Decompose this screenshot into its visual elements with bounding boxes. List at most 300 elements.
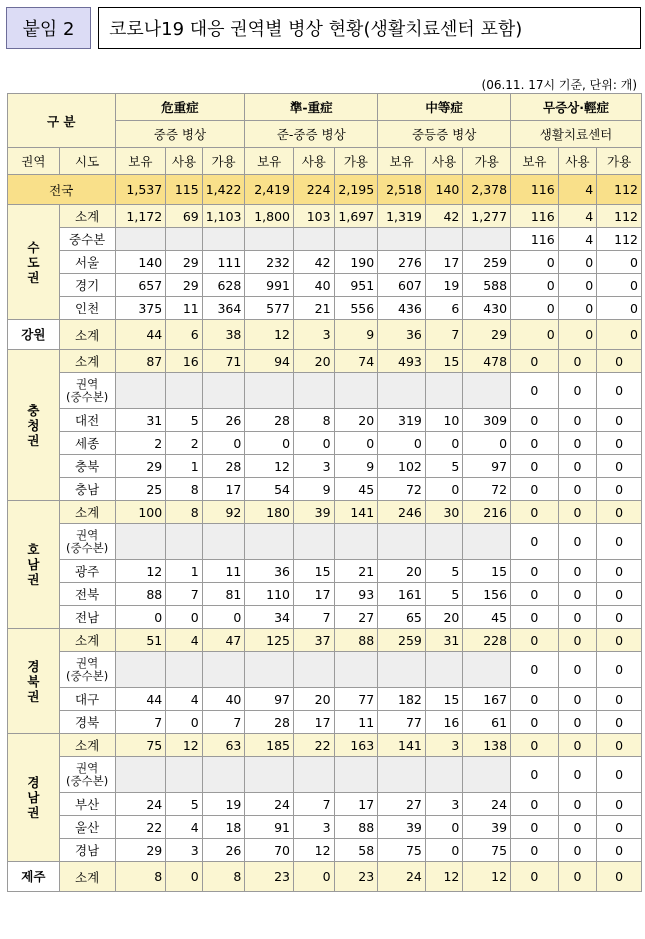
table-cell: 12: [115, 560, 166, 583]
table-cell: [202, 652, 245, 688]
table-cell: 364: [202, 297, 245, 320]
table-cell: 0: [511, 524, 559, 560]
table-cell: [202, 757, 245, 793]
table-cell: [463, 524, 511, 560]
sido-column-header: 시도: [59, 148, 115, 175]
table-row: [8, 455, 642, 478]
table-cell: 246: [378, 501, 426, 524]
table-cell: 607: [378, 274, 426, 297]
col-header: 보유: [511, 148, 559, 175]
table-cell: [245, 524, 294, 560]
table-cell: 19: [202, 793, 245, 816]
sido-label: 서울: [59, 251, 115, 274]
category-subheader: 중등증 병상: [378, 121, 511, 148]
table-cell: 0: [597, 711, 642, 734]
table-cell: 0: [558, 409, 597, 432]
table-cell: 2,378: [463, 175, 511, 205]
table-cell: [334, 228, 378, 251]
table-cell: 110: [245, 583, 294, 606]
region-column-header: 권역: [8, 148, 60, 175]
table-cell: 1,422: [202, 175, 245, 205]
category-header: 中等症: [378, 94, 511, 121]
table-cell: 15: [294, 560, 335, 583]
table-cell: 0: [597, 350, 642, 373]
table-cell: 7: [166, 583, 203, 606]
table-cell: 100: [115, 501, 166, 524]
region-label: 제주: [8, 862, 60, 892]
table-cell: 24: [115, 793, 166, 816]
table-cell: 5: [166, 793, 203, 816]
table-row: [8, 606, 642, 629]
table-cell: 116: [511, 175, 559, 205]
table-cell: 0: [425, 432, 463, 455]
document-title: 코로나19 대응 권역별 병상 현황(생활치료센터 포함): [98, 7, 641, 49]
table-cell: 1,800: [245, 205, 294, 228]
col-header: 가용: [463, 148, 511, 175]
table-cell: 16: [166, 350, 203, 373]
table-cell: 112: [597, 228, 642, 251]
table-cell: 102: [378, 455, 426, 478]
table-cell: 5: [425, 560, 463, 583]
table-cell: 11: [202, 560, 245, 583]
sido-label: 권역 (중수본): [59, 652, 115, 688]
table-cell: 30: [425, 501, 463, 524]
table-cell: 28: [245, 711, 294, 734]
table-cell: 91: [245, 816, 294, 839]
table-cell: 0: [558, 320, 597, 350]
table-cell: 224: [294, 175, 335, 205]
table-cell: 8: [166, 501, 203, 524]
table-cell: 991: [245, 274, 294, 297]
col-header: 사용: [166, 148, 203, 175]
table-cell: 36: [245, 560, 294, 583]
reference-note: (06.11. 17시 기준, 단위: 개): [481, 78, 637, 92]
table-cell: 44: [115, 320, 166, 350]
table-cell: 0: [597, 652, 642, 688]
table-cell: 3: [294, 455, 335, 478]
table-cell: 0: [245, 432, 294, 455]
table-row-nation: [8, 175, 642, 205]
table-cell: 0: [558, 560, 597, 583]
table-cell: 61: [463, 711, 511, 734]
table-cell: 16: [425, 711, 463, 734]
table-cell: 0: [558, 478, 597, 501]
table-cell: 6: [425, 297, 463, 320]
table-cell: 190: [334, 251, 378, 274]
table-cell: 0: [597, 478, 642, 501]
sido-label: 소계: [59, 501, 115, 524]
table-cell: 77: [378, 711, 426, 734]
category-header: 準-重症: [245, 94, 378, 121]
col-header: 가용: [202, 148, 245, 175]
bed-status-table: [7, 93, 642, 892]
table-cell: 29: [115, 839, 166, 862]
table-cell: [294, 652, 335, 688]
table-cell: 163: [334, 734, 378, 757]
table-cell: 42: [294, 251, 335, 274]
table-cell: 28: [245, 409, 294, 432]
table-cell: 1,537: [115, 175, 166, 205]
table-cell: 0: [511, 350, 559, 373]
table-cell: 0: [294, 862, 335, 892]
table-cell: 11: [166, 297, 203, 320]
table-cell: 228: [463, 629, 511, 652]
table-cell: 0: [202, 432, 245, 455]
table-cell: 140: [425, 175, 463, 205]
table-row: [8, 432, 642, 455]
table-cell: 0: [511, 478, 559, 501]
table-cell: 0: [511, 757, 559, 793]
sido-label: 중수본: [59, 228, 115, 251]
table-cell: 28: [202, 455, 245, 478]
table-cell: 0: [597, 583, 642, 606]
table-row: [8, 297, 642, 320]
table-cell: [334, 373, 378, 409]
table-cell: 9: [334, 455, 378, 478]
table-cell: 34: [245, 606, 294, 629]
table-cell: 0: [511, 839, 559, 862]
table-cell: 2: [166, 432, 203, 455]
table-cell: 8: [166, 478, 203, 501]
table-cell: [463, 228, 511, 251]
table-row: [8, 373, 642, 409]
table-cell: 259: [463, 251, 511, 274]
table-row: [8, 478, 642, 501]
table-cell: [166, 757, 203, 793]
table-cell: 25: [115, 478, 166, 501]
table-cell: [294, 228, 335, 251]
table-cell: [378, 757, 426, 793]
table-cell: 156: [463, 583, 511, 606]
table-cell: [202, 524, 245, 560]
table-cell: 0: [597, 501, 642, 524]
table-cell: 2,518: [378, 175, 426, 205]
sido-label: 권역 (중수본): [59, 524, 115, 560]
col-header: 사용: [558, 148, 597, 175]
table-cell: [378, 652, 426, 688]
category-subheader: 중증 병상: [115, 121, 245, 148]
table-cell: 22: [294, 734, 335, 757]
table-row: [8, 688, 642, 711]
table-cell: 112: [597, 205, 642, 228]
table-cell: 72: [378, 478, 426, 501]
table-cell: 0: [597, 560, 642, 583]
table-cell: 47: [202, 629, 245, 652]
table-cell: [463, 652, 511, 688]
table-cell: 17: [294, 711, 335, 734]
table-cell: 0: [511, 629, 559, 652]
table-cell: 167: [463, 688, 511, 711]
table-cell: [202, 228, 245, 251]
table-cell: 97: [463, 455, 511, 478]
table-cell: 309: [463, 409, 511, 432]
table-cell: 9: [334, 320, 378, 350]
table-cell: [115, 373, 166, 409]
table-cell: 3: [294, 320, 335, 350]
table-cell: [294, 757, 335, 793]
col-header: 가용: [597, 148, 642, 175]
table-cell: 29: [166, 274, 203, 297]
table-cell: 69: [166, 205, 203, 228]
table-cell: 319: [378, 409, 426, 432]
table-cell: 12: [245, 455, 294, 478]
table-cell: 36: [378, 320, 426, 350]
region-label: 경 북 권: [8, 629, 60, 734]
table-cell: 0: [558, 432, 597, 455]
table-row: [8, 652, 642, 688]
table-cell: [245, 373, 294, 409]
table-cell: 4: [166, 688, 203, 711]
sido-label: 부산: [59, 793, 115, 816]
table-cell: 8: [202, 862, 245, 892]
sido-label: 권역 (중수본): [59, 757, 115, 793]
table-cell: 556: [334, 297, 378, 320]
table-cell: 1,697: [334, 205, 378, 228]
col-header: 보유: [378, 148, 426, 175]
table-cell: 7: [202, 711, 245, 734]
table-cell: 0: [597, 816, 642, 839]
table-cell: 15: [463, 560, 511, 583]
table-cell: 87: [115, 350, 166, 373]
table-cell: 10: [425, 409, 463, 432]
table-cell: 588: [463, 274, 511, 297]
table-cell: 478: [463, 350, 511, 373]
sido-label: 경남: [59, 839, 115, 862]
table-row: [8, 793, 642, 816]
table-cell: 0: [597, 251, 642, 274]
table-cell: 94: [245, 350, 294, 373]
table-cell: 0: [558, 629, 597, 652]
table-cell: 81: [202, 583, 245, 606]
table-cell: 657: [115, 274, 166, 297]
table-cell: 0: [558, 711, 597, 734]
table-row: [8, 228, 642, 251]
table-cell: 430: [463, 297, 511, 320]
table-cell: 5: [425, 583, 463, 606]
table-cell: 74: [334, 350, 378, 373]
table-cell: 3: [294, 816, 335, 839]
table-cell: 0: [597, 373, 642, 409]
table-cell: 8: [115, 862, 166, 892]
table-cell: 4: [558, 205, 597, 228]
table-cell: 0: [558, 373, 597, 409]
table-cell: 75: [463, 839, 511, 862]
table-cell: [378, 373, 426, 409]
table-cell: 23: [334, 862, 378, 892]
table-cell: 38: [202, 320, 245, 350]
sido-label: 경기: [59, 274, 115, 297]
table-cell: 0: [558, 652, 597, 688]
table-cell: 37: [294, 629, 335, 652]
table-cell: 375: [115, 297, 166, 320]
table-cell: [245, 757, 294, 793]
table-cell: [463, 373, 511, 409]
table-cell: [425, 228, 463, 251]
table-cell: 18: [202, 816, 245, 839]
table-cell: 0: [597, 839, 642, 862]
table-cell: [425, 373, 463, 409]
table-cell: [425, 524, 463, 560]
table-cell: 40: [202, 688, 245, 711]
table-cell: 951: [334, 274, 378, 297]
table-cell: 0: [597, 629, 642, 652]
table-cell: 54: [245, 478, 294, 501]
table-cell: 24: [463, 793, 511, 816]
table-cell: 63: [202, 734, 245, 757]
table-row: [8, 274, 642, 297]
table-cell: [115, 652, 166, 688]
table-cell: 4: [558, 175, 597, 205]
table-cell: 0: [597, 432, 642, 455]
table-row: [8, 320, 642, 350]
table-row: [8, 350, 642, 373]
table-cell: 45: [463, 606, 511, 629]
table-cell: 0: [166, 711, 203, 734]
table-cell: [166, 652, 203, 688]
region-label: 호 남 권: [8, 501, 60, 629]
table-cell: 31: [425, 629, 463, 652]
table-cell: [378, 524, 426, 560]
table-cell: 0: [378, 432, 426, 455]
table-cell: 0: [558, 816, 597, 839]
table-cell: 0: [511, 432, 559, 455]
table-cell: 0: [558, 274, 597, 297]
table-cell: [294, 373, 335, 409]
table-cell: 19: [425, 274, 463, 297]
table-row: [8, 560, 642, 583]
table-cell: [115, 524, 166, 560]
table-cell: 0: [558, 734, 597, 757]
table-cell: 216: [463, 501, 511, 524]
table-cell: 0: [425, 478, 463, 501]
col-header: 사용: [294, 148, 335, 175]
table-cell: 12: [463, 862, 511, 892]
table-cell: 42: [425, 205, 463, 228]
table-cell: 65: [378, 606, 426, 629]
table-row: [8, 629, 642, 652]
table-cell: 103: [294, 205, 335, 228]
col-header: 사용: [425, 148, 463, 175]
table-cell: 22: [115, 816, 166, 839]
table-cell: 125: [245, 629, 294, 652]
table-row: [8, 862, 642, 892]
table-cell: 71: [202, 350, 245, 373]
table-cell: 0: [115, 606, 166, 629]
table-cell: 436: [378, 297, 426, 320]
table-cell: 0: [597, 793, 642, 816]
table-cell: 75: [378, 839, 426, 862]
table-row: [8, 583, 642, 606]
region-label: 충 청 권: [8, 350, 60, 501]
table-cell: 0: [597, 524, 642, 560]
table-cell: 20: [294, 350, 335, 373]
table-cell: 70: [245, 839, 294, 862]
table-cell: 185: [245, 734, 294, 757]
table-cell: 75: [115, 734, 166, 757]
table-cell: 0: [334, 432, 378, 455]
table-cell: 0: [511, 793, 559, 816]
table-cell: 77: [334, 688, 378, 711]
sido-label: 대구: [59, 688, 115, 711]
table-cell: 0: [558, 839, 597, 862]
table-cell: 40: [294, 274, 335, 297]
table-cell: 0: [511, 409, 559, 432]
table-cell: 26: [202, 409, 245, 432]
table-cell: 0: [511, 606, 559, 629]
sido-label: 인천: [59, 297, 115, 320]
table-cell: 0: [597, 606, 642, 629]
table-cell: 1,319: [378, 205, 426, 228]
table-cell: 15: [425, 688, 463, 711]
nation-label: 전국: [8, 175, 116, 205]
sido-label: 소계: [59, 734, 115, 757]
table-cell: 1,103: [202, 205, 245, 228]
table-cell: 17: [294, 583, 335, 606]
table-cell: 1: [166, 455, 203, 478]
attachment-tag: 붙임 2: [6, 7, 91, 49]
table-cell: 0: [511, 652, 559, 688]
col-header: 보유: [245, 148, 294, 175]
table-row: [8, 205, 642, 228]
table-cell: 7: [115, 711, 166, 734]
table-cell: 9: [294, 478, 335, 501]
table-cell: 17: [334, 793, 378, 816]
sido-label: 경북: [59, 711, 115, 734]
table-cell: 0: [511, 320, 559, 350]
table-cell: 51: [115, 629, 166, 652]
table-cell: 39: [463, 816, 511, 839]
table-row: [8, 816, 642, 839]
sido-label: 소계: [59, 205, 115, 228]
category-subheader: 준-중증 병상: [245, 121, 378, 148]
table-cell: 0: [558, 583, 597, 606]
table-cell: [425, 652, 463, 688]
table-cell: 0: [558, 350, 597, 373]
table-cell: 0: [425, 839, 463, 862]
table-cell: 2,419: [245, 175, 294, 205]
table-cell: [166, 228, 203, 251]
table-cell: 140: [115, 251, 166, 274]
table-cell: 20: [334, 409, 378, 432]
table-cell: 26: [202, 839, 245, 862]
table-cell: 20: [378, 560, 426, 583]
table-cell: 0: [558, 455, 597, 478]
table-cell: 577: [245, 297, 294, 320]
table-cell: 11: [334, 711, 378, 734]
table-cell: 0: [558, 757, 597, 793]
table-cell: 0: [597, 455, 642, 478]
table-cell: 0: [558, 251, 597, 274]
table-cell: 0: [511, 373, 559, 409]
table-cell: [115, 757, 166, 793]
table-cell: 12: [166, 734, 203, 757]
table-cell: [334, 524, 378, 560]
table-cell: 0: [294, 432, 335, 455]
table-cell: 5: [425, 455, 463, 478]
table-cell: 232: [245, 251, 294, 274]
table-cell: 0: [202, 606, 245, 629]
table-cell: 92: [202, 501, 245, 524]
sido-label: 세종: [59, 432, 115, 455]
table-row: [8, 734, 642, 757]
table-cell: 180: [245, 501, 294, 524]
category-subheader: 생활치료센터: [511, 121, 642, 148]
table-cell: 0: [511, 560, 559, 583]
table-cell: [245, 228, 294, 251]
table-cell: 27: [334, 606, 378, 629]
region-label: 수 도 권: [8, 205, 60, 320]
table-cell: [294, 524, 335, 560]
